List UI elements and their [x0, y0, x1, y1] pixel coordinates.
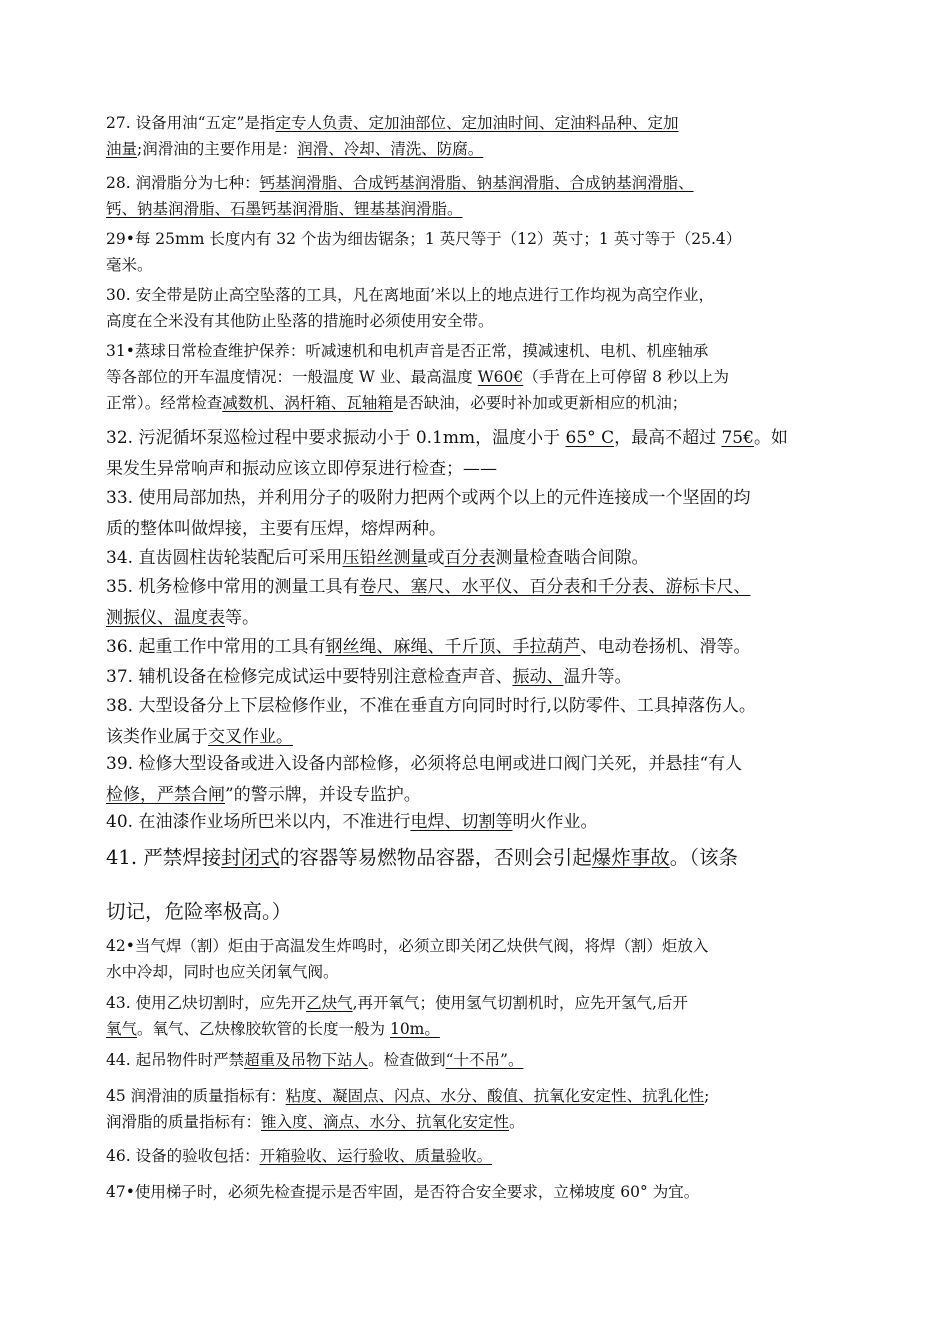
text-segment: 毫米。 — [106, 256, 153, 274]
item-46 — [106, 1143, 846, 1169]
underlined-answer: 定专人负责、定加油部位、定加油时间、定油料品种、定加 — [275, 114, 679, 132]
text-segment: 润滑脂的质量指标有： — [106, 1113, 262, 1131]
text-segment: 41. 严禁焊接 — [106, 846, 222, 869]
text-segment: 等。 — [225, 608, 259, 628]
text-segment: 32. 污泥循坏泵巡检过程中要求振动小于 0.1mm，温度小于 — [106, 428, 566, 448]
text-segment: （手背在上可停留 8 秒以上为 — [523, 368, 729, 386]
underlined-answer: 超重及吊物下站人 — [244, 1051, 369, 1069]
text-segment: 31•蒸球日常检查维护保养：听减速机和电机声音是否正常，摸减速机、电机、机座轴承 — [106, 342, 709, 360]
underlined-answer: 油量 — [106, 140, 138, 158]
text-segment: 温升等。 — [563, 667, 632, 687]
text-line — [106, 196, 846, 222]
item-41 — [106, 831, 846, 939]
text-line — [106, 1179, 846, 1205]
text-segment: 27. 设备用油“五定”是指 — [106, 114, 276, 132]
text-segment: 39. 检修大型设备或进入设备内部检修，必须将总电闸或进口阀门关死，并悬挂“有人 — [106, 754, 743, 774]
text-line — [106, 308, 846, 334]
text-segment: ，最高不超过 — [614, 428, 722, 448]
text-line — [106, 1016, 846, 1042]
text-segment: 37. 辅机设备在检修完成试运中要特别注意检查声音、 — [106, 667, 513, 687]
text-segment: 46. 设备的验收包括： — [106, 1147, 260, 1165]
underlined-answer: 钙、钠基润滑脂、石墨钙基润滑脂、锂基基润滑脂。 — [106, 200, 463, 218]
underlined-answer: 钢丝绳、麻绳、千斤顶、手拉葫芦 — [325, 637, 581, 657]
text-segment: 33. 使用局部加热，并利用分子的吸附力把两个或两个以上的元件连接成一个坚固的均 — [106, 488, 751, 508]
underlined-answer: 乙炔气 — [306, 994, 353, 1012]
text-line — [106, 423, 846, 454]
text-segment: 水中冷却，同时也应关闭氧气阀。 — [106, 963, 339, 981]
text-segment: ;润滑油的主要作用是： — [137, 140, 298, 158]
text-line — [106, 831, 846, 885]
text-segment: 。 — [509, 1113, 525, 1131]
text-segment: 。如 — [753, 428, 788, 448]
item-44 — [106, 1047, 846, 1073]
underlined-answer: 锥入度、滴点、水分、抗氧化安定性 — [261, 1113, 510, 1131]
text-segment: ; — [704, 1087, 710, 1105]
underlined-answer: 压铅丝测量 — [342, 548, 428, 568]
text-segment: 。氧气、乙炔橡胶软管的长度一般为 — [137, 1020, 390, 1038]
text-line — [106, 136, 846, 162]
underlined-answer: 65° C — [565, 428, 615, 448]
text-line — [106, 1083, 846, 1109]
underlined-answer: W60€ — [477, 368, 524, 386]
item-42 — [106, 933, 846, 985]
text-line — [106, 170, 846, 196]
item-47 — [106, 1179, 846, 1205]
item-33 — [106, 483, 846, 545]
text-segment: 明火作业。 — [512, 812, 598, 832]
item-36 — [106, 632, 846, 663]
text-segment: 切记，危险率极高。） — [106, 900, 292, 923]
text-segment: ,再开氧气；使用氢气切割机时，应先开氢气,后开 — [352, 994, 688, 1012]
underlined-answer: 电焊、切割等 — [410, 812, 513, 832]
text-line — [106, 282, 846, 308]
underlined-answer: 检修，严禁合闸 — [106, 785, 225, 805]
underlined-answer: 封闭式 — [221, 846, 280, 869]
underlined-answer: 卷尺、塞尺、水平仪、百分表和千分表、游标卡尺、 — [359, 577, 751, 597]
underlined-answer: 氧气 — [106, 1020, 138, 1038]
text-line — [106, 226, 846, 252]
text-line — [106, 390, 846, 416]
text-segment: 40. 在油漆作业场所巴米以内，不准进行 — [106, 812, 411, 832]
underlined-answer: 爆炸事故 — [591, 846, 670, 869]
underlined-answer: 润滑、冷却、清洗、防腐。 — [297, 140, 484, 158]
text-segment: 或 — [427, 548, 445, 568]
text-segment: 正常）。经常检查 — [106, 394, 223, 412]
text-line — [106, 110, 846, 136]
text-line — [106, 990, 846, 1016]
underlined-answer: 75€ — [721, 428, 754, 448]
item-32 — [106, 423, 846, 485]
text-line — [106, 1047, 846, 1073]
text-segment: 。检查做到 — [368, 1051, 446, 1069]
text-segment: 47•使用梯子时，必须先检查提示是否牢固，是否符合安全要求，立梯坡度 60° 为宜。 — [106, 1183, 700, 1201]
text-line — [106, 885, 846, 939]
underlined-answer: 10m。 — [389, 1020, 440, 1038]
item-37 — [106, 662, 846, 693]
text-line — [106, 338, 846, 364]
item-34 — [106, 543, 846, 574]
text-segment: 果发生异常响声和振动应该立即停泵进行检查；—— — [106, 459, 497, 479]
text-line — [106, 632, 846, 663]
item-27 — [106, 110, 846, 162]
text-segment: 质的整体叫做焊接，主要有压焊，熔焊两种。 — [106, 519, 446, 539]
text-segment: 等各部位的开车温度情况：一般温度 W 业、最高温度 — [106, 368, 478, 386]
text-line — [106, 749, 846, 780]
item-45 — [106, 1083, 846, 1135]
underlined-answer: 减数机、涡杆箱、瓦轴箱 — [222, 394, 393, 412]
item-39 — [106, 749, 846, 811]
text-line — [106, 1143, 846, 1169]
underlined-answer: 振动、 — [512, 667, 564, 687]
underlined-answer: 钙基润滑脂、合成钙基润滑脂、钠基润滑脂、合成钠基润滑脂、 — [259, 174, 694, 192]
text-segment: 43. 使用乙炔切割时，应先开 — [106, 994, 307, 1012]
text-line — [106, 603, 846, 634]
item-38 — [106, 691, 846, 753]
text-line — [106, 454, 846, 485]
text-segment: 35. 机务检修中常用的测量工具有 — [106, 577, 360, 597]
text-line — [106, 483, 846, 514]
text-segment: 38. 大型设备分上下层检修作业，不准在垂直方向同时时行,以防零件、工具掉落伤人。 — [106, 696, 756, 716]
text-line — [106, 514, 846, 545]
text-line — [106, 572, 846, 603]
underlined-answer: 开箱验收、运行验收、质量验收。 — [259, 1147, 493, 1165]
text-segment: 42•当气焊（割）炬由于高温发生炸鸣时，必须立即关闭乙炔供气阀，将焊（割）炬放入 — [106, 937, 709, 955]
underlined-answer: 测振仪、温度表 — [106, 608, 225, 628]
text-segment: 36. 起重工作中常用的工具有 — [106, 637, 326, 657]
underlined-answer: 粘度、凝固点、闪点、水分、酸值、抗氧化安定性、抗乳化性 — [285, 1087, 705, 1105]
text-segment: 该类作业属于 — [106, 727, 208, 747]
text-segment: ”的警示牌，并设专监护。 — [225, 785, 421, 805]
text-segment: 30. 安全带是防止高空坠落的工具，凡在离地面’米以上的地点进行工作均视为高空作业， — [106, 286, 715, 304]
text-line — [106, 1109, 846, 1135]
text-segment: 28. 润滑脂分为七种： — [106, 174, 260, 192]
text-segment: 29•每 25mm 长度内有 32 个齿为细齿锯条；1 英尺等于（12）英寸；1 英寸等于（25.4） — [106, 230, 742, 248]
text-segment: 45 润滑油的质量指标有： — [106, 1087, 286, 1105]
text-line — [106, 959, 846, 985]
text-segment: 、电动卷扬机、滑等。 — [580, 637, 751, 657]
text-segment: 44. 起吊物件时严禁 — [106, 1051, 245, 1069]
text-line — [106, 933, 846, 959]
underlined-answer: 交叉作业。 — [208, 727, 293, 747]
text-line — [106, 252, 846, 278]
item-31 — [106, 338, 846, 416]
underlined-answer: “十不吊”。 — [445, 1051, 524, 1069]
item-43 — [106, 990, 846, 1042]
text-segment: 的容器等易燃物品容器，否则会引起 — [279, 846, 592, 869]
text-line — [106, 662, 846, 693]
text-segment: 34. 直齿圆柱齿轮装配后可采用 — [106, 548, 343, 568]
item-35 — [106, 572, 846, 634]
text-segment: 。（该条 — [669, 846, 739, 869]
text-segment: 测量检查啮合间隙。 — [495, 548, 649, 568]
item-28 — [106, 170, 846, 222]
text-line — [106, 543, 846, 574]
text-line — [106, 691, 846, 722]
text-segment: 高度在仝米没有其他防止坠落的措施时必须使用安全带。 — [106, 312, 494, 330]
item-30 — [106, 282, 846, 334]
item-29 — [106, 226, 846, 278]
text-segment: 是否缺油，必要时补加或更新相应的机油； — [392, 394, 688, 412]
text-line — [106, 364, 846, 390]
underlined-answer: 百分表 — [444, 548, 496, 568]
